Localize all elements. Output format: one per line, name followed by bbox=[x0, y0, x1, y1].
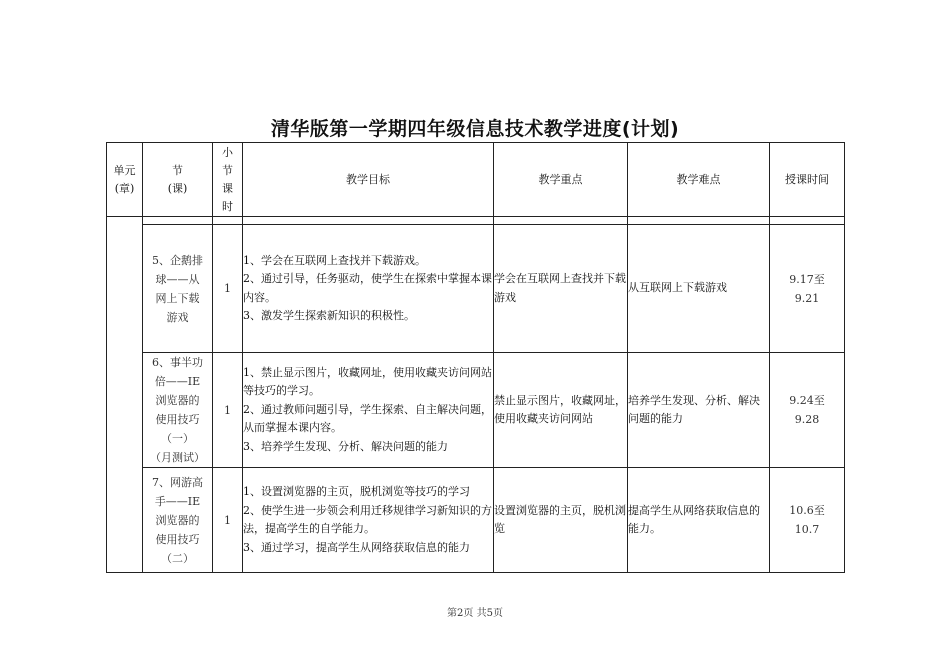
header-difficulty: 教学难点 bbox=[628, 143, 770, 217]
hours-cell: 1 bbox=[213, 353, 243, 468]
header-lesson: 节 (课) bbox=[143, 143, 213, 217]
goal-cell: 1、学会在互联网上查找并下载游戏。 2、通过引导，任务驱动，使学生在探索中掌握本课内容。 3、激发学生探索新知识的积极性。 bbox=[243, 225, 494, 353]
header-key: 教学重点 bbox=[494, 143, 628, 217]
lesson-cell: 5、企鹅排 球——从 网上下载 游戏 bbox=[143, 225, 213, 353]
table-row bbox=[107, 225, 845, 353]
hours-cell: 1 bbox=[213, 468, 243, 573]
difficulty-cell: 提高学生从网络获取信息的能力。 bbox=[628, 468, 770, 573]
lesson-cell: 6、事半功 倍——IE 浏览器的 使用技巧 （一） （月测试） bbox=[143, 353, 213, 468]
table-row bbox=[107, 468, 845, 573]
header-hours: 小 节 课 时 bbox=[213, 143, 243, 217]
hours-cell: 1 bbox=[213, 225, 243, 353]
goal-cell: 1、设置浏览器的主页，脱机浏览等技巧的学习 2、使学生进一步领会利用迁移规律学习新知识的方法，提高学生的自学能力。 3、通过学习，提高学生从网络获取信息的能力 bbox=[243, 468, 494, 573]
key-cell: 禁止显示图片，收藏网址，使用收藏夹访问网站 bbox=[494, 353, 628, 468]
time-cell: 9.24至 9.28 bbox=[770, 353, 845, 468]
time-cell: 10.6至 10.7 bbox=[770, 468, 845, 573]
header-unit: 单元 (章) bbox=[107, 143, 143, 217]
goal-cell: 1、禁止显示图片，收藏网址，使用收藏夹访问网站等技巧的学习。 2、通过教师问题引导，学生探索、自主解决问题，从而掌握本课内容。 3、培养学生发现、分析、解决问题的能力 bbox=[243, 353, 494, 468]
page-footer: 第2页 共5页 bbox=[447, 608, 503, 619]
header-row bbox=[107, 143, 845, 217]
unit-cell bbox=[107, 217, 143, 573]
difficulty-cell: 从互联网上下载游戏 bbox=[628, 225, 770, 353]
header-time: 授课时间 bbox=[770, 143, 845, 217]
page-title: 清华版第一学期四年级信息技术教学进度(计划) bbox=[270, 118, 680, 140]
lesson-cell: 7、网游高 手——IE 浏览器的 使用技巧 （二） bbox=[143, 468, 213, 573]
key-cell: 设置浏览器的主页，脱机浏览 bbox=[494, 468, 628, 573]
key-cell: 学会在互联网上查找并下载游戏 bbox=[494, 225, 628, 353]
difficulty-cell: 培养学生发现、分析、解决问题的能力 bbox=[628, 353, 770, 468]
table-row bbox=[107, 353, 845, 468]
schedule-table bbox=[106, 142, 845, 573]
header-goal: 教学目标 bbox=[243, 143, 494, 217]
gap-row bbox=[107, 217, 845, 225]
time-cell: 9.17至 9.21 bbox=[770, 225, 845, 353]
